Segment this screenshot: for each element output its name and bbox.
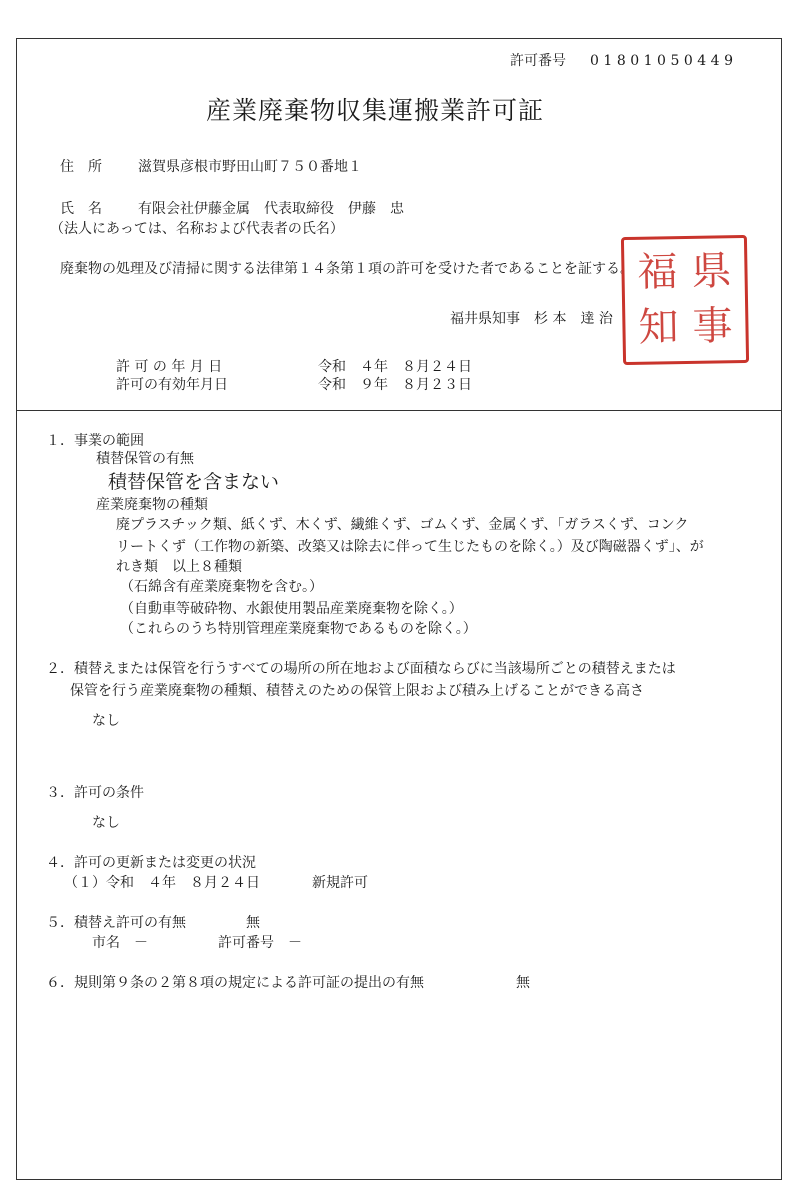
section3-heading: ３．許可の条件 [46,785,144,801]
waste-types-line: れき類 以上８種類 [116,559,242,575]
name-value: 有限会社伊藤金属 代表取締役 伊藤 忠 [138,201,404,217]
transfer-permit-number: 許可番号 － [218,935,302,951]
section-divider [16,410,782,411]
section6-heading: ６．規則第９条の２第８項の規定による許可証の提出の有無 [46,975,424,991]
section2-value: なし [92,713,120,729]
waste-types-label: 産業廃棄物の種類 [96,497,208,513]
seal-char: 事 [692,303,733,350]
seal-char: 福 [637,249,678,296]
waste-types-line: リートくず（工作物の新築、改築又は除去に伴って生じたものを除く。）及び陶磁器くず」、が [116,539,704,555]
certification-statement: 廃棄物の処理及び清掃に関する法律第１４条第１項の許可を受けた者であることを証する。 [60,261,634,277]
section1-heading: １．事業の範囲 [46,433,144,449]
official-seal [621,235,749,365]
permit-number-value: 01801050449 [590,53,738,69]
name-label: 氏 名 [60,201,102,217]
waste-note: （自動車等破砕物、水銀使用製品産業廃棄物を除く。） [120,601,463,617]
waste-note: （石綿含有産業廃棄物を含む。） [120,579,323,595]
address-label: 住 所 [60,159,102,175]
permit-date-value: 令和 ４年 ８月２４日 [318,359,472,375]
waste-note: （これらのうち特別管理産業廃棄物であるものを除く。） [120,621,477,637]
section5-value: 無 [246,915,260,931]
issuer-name: 福井県知事 杉 本 達 治 [450,311,613,327]
seal-char: 県 [691,248,732,295]
expiry-date-label: 許可の有効年月日 [116,377,228,393]
storage-label: 積替保管の有無 [96,451,194,467]
waste-types-line: 廃プラスチック類、紙くず、木くず、繊維くず、ゴムくず、金属くず、「ガラスくず、コンク [116,517,689,533]
renewal-entry-date: （１）令和 ４年 ８月２４日 [64,875,260,891]
city-name: 市名 － [92,935,148,951]
section3-value: なし [92,815,120,831]
permit-date-label: 許 可 の 年 月 日 [116,359,223,375]
section4-heading: ４．許可の更新または変更の状況 [46,855,256,871]
seal-char: 知 [638,304,679,351]
section5-heading: ５．積替え許可の有無 [46,915,186,931]
section2-heading: ２．積替えまたは保管を行うすべての場所の所在地および面積ならびに当該場所ごとの積替えまたは [46,661,676,677]
address-value: 滋賀県彦根市野田山町７５０番地１ [138,159,362,175]
expiry-date-value: 令和 ９年 ８月２３日 [318,377,472,393]
document-title: 産業廃棄物収集運搬業許可証 [206,96,545,125]
section2-heading-cont: 保管を行う産業廃棄物の種類、積替えのための保管上限および積み上げることができる高さ [70,683,644,699]
renewal-entry-status: 新規許可 [312,875,368,891]
storage-value: 積替保管を含まない [108,471,280,493]
permit-number-label: 許可番号 [510,53,566,69]
section6-value: 無 [516,975,530,991]
name-note: （法人にあっては、名称および代表者の氏名） [50,221,344,237]
